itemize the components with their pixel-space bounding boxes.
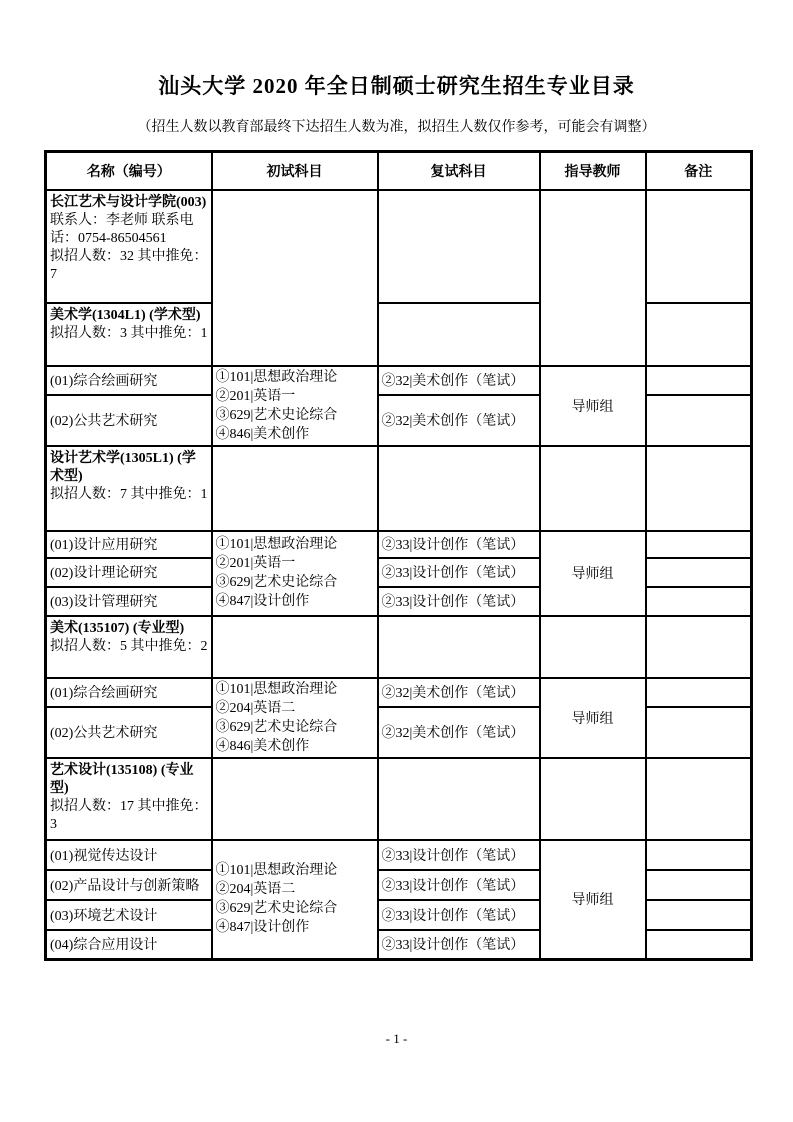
remarks-cell-empty (646, 678, 752, 707)
direction-row (46, 587, 752, 616)
advisor-cell-empty (540, 758, 646, 840)
program-header-row (46, 446, 752, 531)
page-subtitle: （招生人数以教育部最终下达招生人数为准，拟招生人数仅作参考，可能会有调整） (137, 120, 656, 135)
remarks-cell-empty (646, 395, 752, 446)
remarks-cell-empty (646, 900, 752, 930)
program-header-cell (46, 758, 212, 840)
direction-row (46, 531, 752, 558)
program-quota: 拟招人数：7 其中推免：1 (50, 486, 208, 502)
direction-cell: (01)设计应用研究 (46, 531, 212, 558)
program-header-cell (46, 446, 212, 531)
direction-cell: (02)设计理论研究 (46, 558, 212, 587)
initial-exams-cell: ①101|思想政治理论 ②204|英语二 ③629|艺术史论综合 ④846|美术创作 (212, 678, 378, 758)
remarks-cell-empty (646, 303, 752, 366)
direction-cell: (03)设计管理研究 (46, 587, 212, 616)
advisor-cell-empty (540, 616, 646, 678)
advisor-cell: 导师组 (540, 366, 646, 446)
direction-cell: (02)公共艺术研究 (46, 395, 212, 446)
col-header-remarks: 备注 (646, 152, 752, 190)
advisor-cell-empty (540, 446, 646, 531)
direction-cell: (01)视觉传达设计 (46, 840, 212, 870)
direction-cell: (01)综合绘画研究 (46, 678, 212, 707)
retest-cell-empty (378, 190, 540, 303)
direction-row (46, 840, 752, 870)
direction-row (46, 558, 752, 587)
direction-row (46, 707, 752, 758)
school-contact: 联系人：李老师 联系电话：0754-86504561 (50, 212, 194, 246)
retest-cell: ②32|美术创作（笔试） (378, 395, 540, 446)
direction-row (46, 395, 752, 446)
initial-exams-cell: ①101|思想政治理论 ②201|英语一 ③629|艺术史论综合 ④846|美术创作 (212, 366, 378, 446)
col-header-retest: 复试科目 (378, 152, 540, 190)
remarks-cell-empty (646, 531, 752, 558)
direction-row (46, 900, 752, 930)
remarks-cell-empty (646, 366, 752, 395)
retest-cell: ②33|设计创作（笔试） (378, 870, 540, 900)
advisor-cell: 导师组 (540, 531, 646, 616)
remarks-cell-empty (646, 190, 752, 303)
advisor-cell: 导师组 (540, 840, 646, 960)
program-name: 艺术设计(135108) (专业型) (50, 762, 194, 796)
retest-cell: ②33|设计创作（笔试） (378, 587, 540, 616)
direction-row (46, 930, 752, 960)
program-quota: 拟招人数：5 其中推免：2 (50, 638, 208, 654)
remarks-cell-empty (646, 558, 752, 587)
direction-row (46, 366, 752, 395)
retest-cell: ②33|设计创作（笔试） (378, 840, 540, 870)
advisor-cell-empty (540, 190, 646, 366)
retest-cell-empty (378, 446, 540, 531)
program-name: 美术(135107) (专业型) (50, 620, 185, 636)
remarks-cell-empty (646, 446, 752, 531)
direction-row (46, 870, 752, 900)
program-name: 设计艺术学(1305L1) (学术型) (50, 450, 196, 484)
direction-cell: (02)产品设计与创新策略 (46, 870, 212, 900)
program-header-row (46, 303, 752, 366)
direction-cell: (02)公共艺术研究 (46, 707, 212, 758)
program-header-cell (46, 303, 212, 366)
program-header-row (46, 616, 752, 678)
program-header-row (46, 758, 752, 840)
school-name: 长江艺术与设计学院(003) (50, 194, 207, 210)
school-row (46, 190, 752, 303)
program-name: 美术学(1304L1) (学术型) (50, 307, 201, 323)
remarks-cell-empty (646, 870, 752, 900)
retest-cell: ②33|设计创作（笔试） (378, 558, 540, 587)
retest-cell-empty (378, 616, 540, 678)
school-header-cell (46, 190, 212, 303)
col-header-name: 名称（编号） (46, 152, 212, 190)
admissions-table (44, 150, 753, 961)
remarks-cell-empty (646, 616, 752, 678)
initial-exams-cell-empty (212, 758, 378, 840)
remarks-cell-empty (646, 930, 752, 960)
remarks-cell-empty (646, 707, 752, 758)
initial-exams-cell-empty (212, 446, 378, 531)
program-quota: 拟招人数：17 其中推免：3 (50, 798, 208, 832)
retest-cell: ②32|美术创作（笔试） (378, 366, 540, 395)
page-title: 汕头大学 2020 年全日制硕士研究生招生专业目录 (158, 74, 635, 98)
retest-cell: ②32|美术创作（笔试） (378, 707, 540, 758)
remarks-cell-empty (646, 758, 752, 840)
retest-cell: ②32|美术创作（笔试） (378, 678, 540, 707)
col-header-advisor: 指导教师 (540, 152, 646, 190)
advisor-cell: 导师组 (540, 678, 646, 758)
retest-cell-empty (378, 758, 540, 840)
retest-cell: ②33|设计创作（笔试） (378, 531, 540, 558)
initial-exams-cell-empty (212, 190, 378, 366)
retest-cell-empty (378, 303, 540, 366)
page-number: - 1 - (385, 1031, 408, 1046)
table-header-row (46, 152, 752, 190)
initial-exams-cell: ①101|思想政治理论 ②204|英语二 ③629|艺术史论综合 ④847|设计创作 (212, 840, 378, 960)
program-quota: 拟招人数：3 其中推免：1 (50, 325, 208, 341)
initial-exams-cell-empty (212, 616, 378, 678)
initial-exams-cell: ①101|思想政治理论 ②201|英语一 ③629|艺术史论综合 ④847|设计创作 (212, 531, 378, 616)
direction-cell: (01)综合绘画研究 (46, 366, 212, 395)
program-header-cell (46, 616, 212, 678)
direction-cell: (04)综合应用设计 (46, 930, 212, 960)
retest-cell: ②33|设计创作（笔试） (378, 930, 540, 960)
remarks-cell-empty (646, 840, 752, 870)
direction-cell: (03)环境艺术设计 (46, 900, 212, 930)
direction-row (46, 678, 752, 707)
retest-cell: ②33|设计创作（笔试） (378, 900, 540, 930)
school-quota: 拟招人数：32 其中推免：7 (50, 248, 208, 282)
remarks-cell-empty (646, 587, 752, 616)
col-header-initial-exam: 初试科目 (212, 152, 378, 190)
